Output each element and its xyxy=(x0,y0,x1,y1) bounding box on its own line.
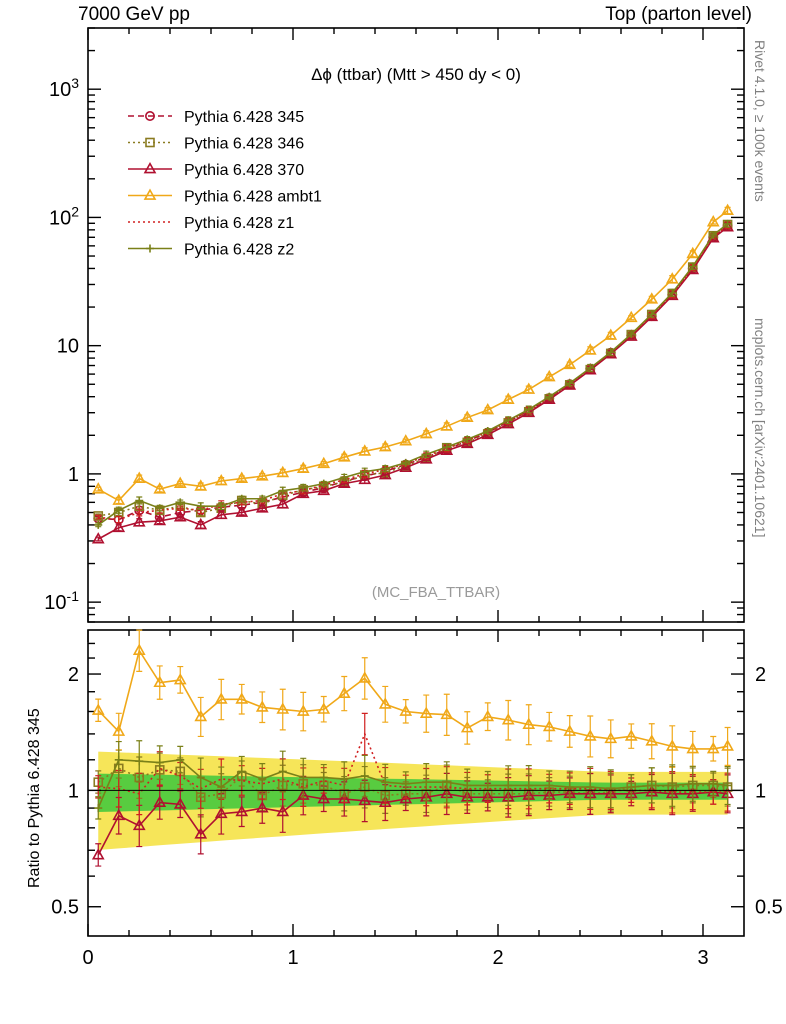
ratio-y-tick-label-right: 1 xyxy=(755,780,767,803)
series-pythia-6.428-z2-main xyxy=(94,220,731,529)
error-bar xyxy=(136,630,142,671)
header-right: Top (parton level) xyxy=(605,4,752,25)
ratio-y-tick-label-right: 0.5 xyxy=(755,896,783,919)
side-label-mcplots: mcplots.cern.ch [arXiv:2401.10621] xyxy=(752,318,768,538)
marker xyxy=(145,190,155,199)
series-line xyxy=(98,227,727,539)
x-tick-label: 3 xyxy=(697,947,709,969)
series-line xyxy=(98,226,727,520)
series-pythia-6.428-z1-main xyxy=(95,222,730,523)
legend-label: Pythia 6.428 346 xyxy=(184,135,305,153)
error-bar xyxy=(95,515,101,519)
x-tick-label: 0 xyxy=(82,947,94,969)
x-tick-label: 1 xyxy=(287,947,299,969)
ratio-y-tick-label: 2 xyxy=(67,664,79,687)
series-pythia-6.428-345-main xyxy=(94,222,732,524)
exp: 2 xyxy=(71,203,79,220)
ratio-uncertainty-bands xyxy=(98,752,727,850)
ratio-y-tick-label-right: 2 xyxy=(755,664,767,687)
y-tick-label: 1 xyxy=(67,463,79,486)
series-pythia-6.428-346-main xyxy=(94,221,731,520)
side-label-rivet: Rivet 4.1.0, ≥ 100k events xyxy=(752,40,768,202)
exp: -1 xyxy=(66,588,79,605)
legend-label: Pythia 6.428 z1 xyxy=(184,215,295,232)
ratio-y-tick-label: 1 xyxy=(67,780,79,803)
x-tick-label: 2 xyxy=(492,947,504,969)
exp: 3 xyxy=(71,75,79,92)
legend-label: Pythia 6.428 345 xyxy=(184,109,305,126)
y-tick-label: $10^{-1}$ xyxy=(44,588,79,615)
error-bar xyxy=(198,697,204,736)
ratio-y-tick-label: 0.5 xyxy=(51,896,79,919)
error-bar xyxy=(362,658,368,699)
series-line xyxy=(98,224,727,525)
legend xyxy=(128,109,322,259)
series-line xyxy=(98,225,727,516)
chart-title: Δϕ (ttbar) (Mtt > 450 dy < 0) xyxy=(311,65,521,84)
error-bar xyxy=(362,713,368,754)
y-tick-label: $10^3$ xyxy=(48,75,79,102)
watermark: (MC_FBA_TTBAR) xyxy=(371,584,501,601)
header-left: 7000 GeV pp xyxy=(78,4,190,25)
marker xyxy=(146,245,154,253)
y-tick-label: 10 xyxy=(56,335,79,358)
marker xyxy=(145,164,155,173)
ratio-axis-label: Ratio to Pythia 6.428 345 xyxy=(26,708,43,888)
series-pythia-6.428-ambt1-ratio xyxy=(93,630,732,767)
y-tick-label: $10^2$ xyxy=(48,203,79,230)
series-pythia-6.428-370-main xyxy=(93,222,732,543)
legend-label: Pythia 6.428 370 xyxy=(184,162,305,179)
series-line xyxy=(98,225,727,519)
legend-label: Pythia 6.428 z2 xyxy=(184,241,295,259)
legend-label: Pythia 6.428 ambt1 xyxy=(184,188,322,206)
